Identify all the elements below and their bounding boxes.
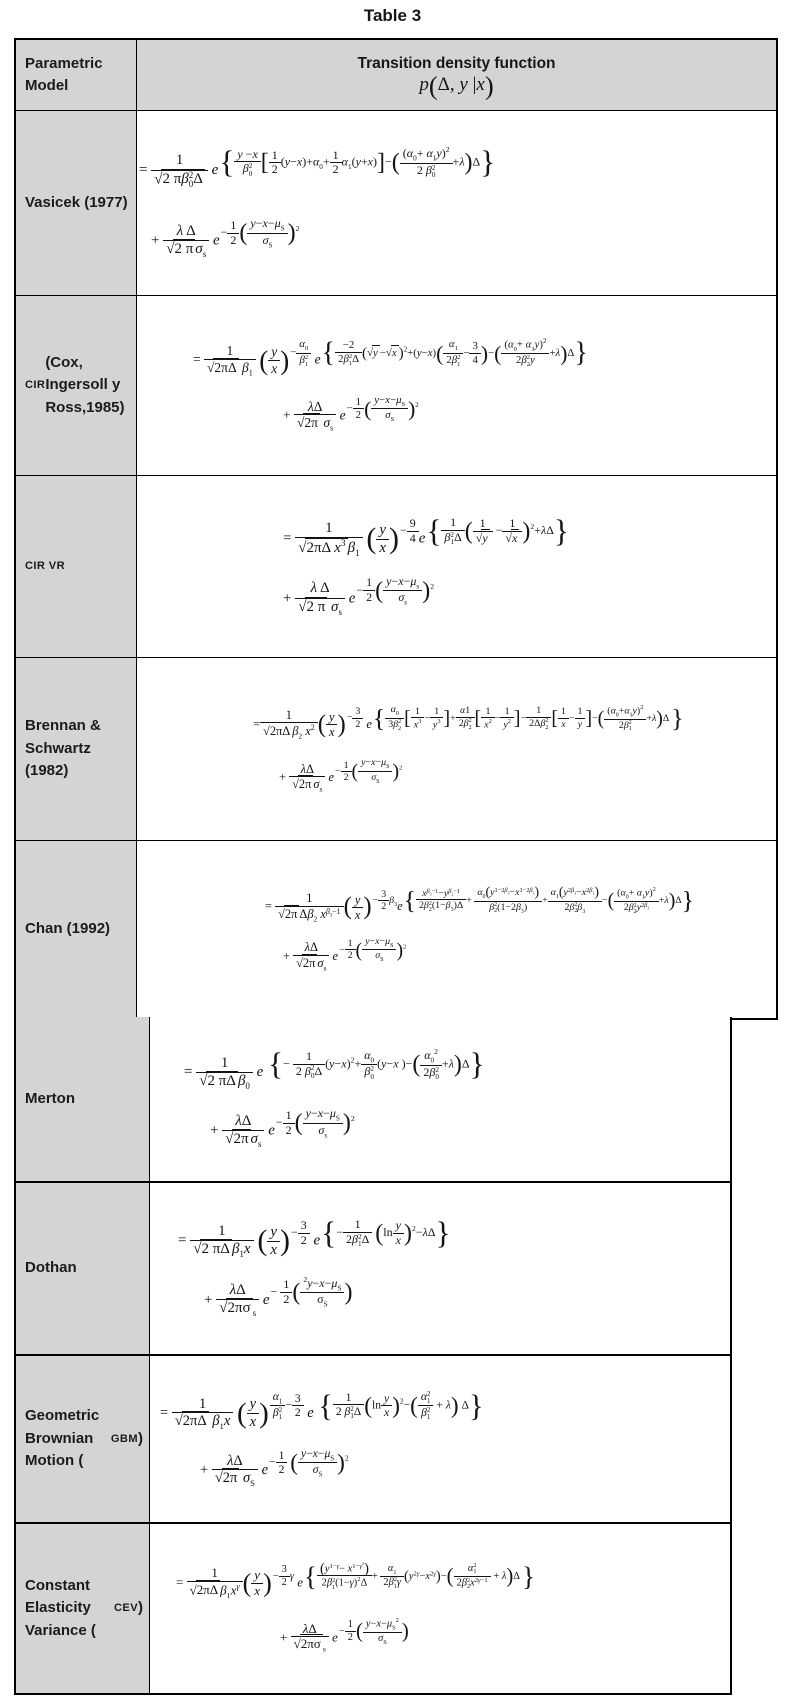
row-merton xyxy=(16,1017,730,1181)
formula-line-1: = $\frac{1}{√2\pi\Delta \beta_1}$ ( $\frac{y}{x}$ )− $\alpha_0$ β 2 1 e{ −2 2β 2 1 Δ (√y −√x )$^2$+(y−x)( $\alpha_1$ 2β 2 1 − $\frac{3}{4}$ )−( $(\alpha_0+ \alpha_1y)^2$ 2β 2 2 y +λ)Δ} xyxy=(193,337,588,378)
row-brennan-schwartz xyxy=(16,657,776,840)
model-label: Merton xyxy=(16,1017,150,1181)
model-label: Constant Elasticity Variance ( CEV ) xyxy=(16,1524,150,1693)
formula-line-2: + $\frac{\lambda\Delta}{√2\pi \sigma_s}$ e− $\frac{1}{2}$ ( $\frac{y-x-\mu_S}{\sigma_S}$ )$^2$ xyxy=(283,393,419,433)
formula-line-2: + λΔ √2πσ $_s$ e− $\frac{1}{2}$ ( $\frac{y-x-\mu_S^2}{\sigma_S}$ ) xyxy=(280,1616,409,1655)
model-label: CIR (Cox, Ingersoll y Ross,1985) xyxy=(16,296,137,475)
formula-line-1: = 1 √2π $\Delta\beta_2$ $x^{\beta_3-1}$ ( $\frac{y}{x}$ )− $\frac{3}{2}$ $\beta_3e${ $x^{\beta_3-1}-y^{\beta_2-1}$ 2β 2 2 $(1-\beta_3)\Delta$ + $\alpha_0(y^{1-2\beta_3}-x^{1-2\beta_3})$ β 2 2 $(1-2\beta_3)$ + $\alpha_1(y^{2\beta_3}-x^{2\beta_3})$ 2β 2 2 $\beta_3$ −( $(\alpha_0+ \alpha_1y)^2$ 2β 2 2 $y^{2\beta_3}$ +λ)Δ} xyxy=(265,884,695,924)
model-label: Dothan xyxy=(16,1183,150,1354)
row-cev xyxy=(16,1522,730,1693)
model-label: CIR VR xyxy=(16,476,137,657)
header-density-title: Transition density function xyxy=(357,54,556,72)
header-row xyxy=(16,40,776,110)
formula-line-2: + λ Δ √2 π $\sigma_s$ e− $\frac{1}{2}$ ( $\frac{y-x-\mu_S}{\sigma_S}$ )$^2$ xyxy=(151,216,300,260)
model-label: Geometric Brownian Motion ( GBM ) xyxy=(16,1356,150,1522)
formula-line-1: = 1 √2 πΔ $\beta_0$ e {− 1 2 β 2 0 Δ $(y-x)^2+$ $\alpha_0$ β 2 0 (y−x )−( $\alpha_0^2$ 2β 2 0 +λ)Δ} xyxy=(184,1047,485,1091)
formula-line-1: = 1 √2πΔ $\beta_1x^\gamma$ ( $\frac{y}{x}$ )− $\frac{3}{2}$ γ e{ $(y^{1-\gamma}- x^{1-\gamma^2})$ 2β 2 1 $(1-\gamma)^2\Delta$ + $\alpha_1$ 2β 2 1 γ $(y^{2\gamma}-x^{2\gamma})-$( α 2 1 2β 2 2 $x^{2\gamma-1}$ + λ)Δ } xyxy=(176,1560,535,1600)
row-dothan xyxy=(16,1181,730,1354)
header-parametric-model: Parametric Model xyxy=(16,40,137,110)
models-table-upper xyxy=(14,38,778,1020)
formula-line-1: = $\frac{1}{√2\pi\Delta x^3 \beta_1}$ ( $\frac{y}{x}$ )− $\frac{9}{4}$ e{ 1 β 2 1 Δ ( $\frac{1}{√y}$ − $\frac{1}{√x}$ )$^2$+λΔ} xyxy=(283,513,569,559)
formula-cell xyxy=(150,1356,730,1522)
formula-line-2: + $\frac{\text{λ Δ}}{√2 \pi \sigma_s}$ e− $\frac{1}{2}$ ( $\frac{y-x-\mu_s}{\sigma_s}$ )$^2$ xyxy=(283,573,435,617)
row-chan xyxy=(16,840,776,1018)
row-cir-vr xyxy=(16,475,776,657)
formula-cell xyxy=(150,1183,730,1354)
formula-cell xyxy=(137,841,776,1018)
row-gbm xyxy=(16,1354,730,1522)
header-transition-density xyxy=(137,40,776,110)
formula-cell xyxy=(137,296,776,475)
formula-cell xyxy=(137,658,776,840)
formula-line-2: + $\frac{\lambda\Delta}{√2\pi \sigma_S}$ e− $\frac{1}{2}$ ( $\frac{y-x-\mu_S}{\sigma_S}$ )$^2$ xyxy=(200,1447,349,1489)
formula-cell xyxy=(150,1524,730,1693)
formula-line-2: + λΔ √2π $\sigma_s$ e− $\frac{1}{2}$ ( $\frac{y-x-\mu_S}{\sigma_S}$ )$^2$ xyxy=(283,935,407,973)
row-cir xyxy=(16,295,776,475)
models-table-lower xyxy=(14,1017,732,1695)
formula-cell xyxy=(150,1017,730,1181)
formula-line-2: + λΔ √2πσ $_s$ e− $\frac{1}{2}$ ( $\frac{^2y-x-\mu_S}{\sigma_S}$ ) xyxy=(204,1274,353,1319)
model-label: Brennan & Schwartz (1982) xyxy=(16,658,137,840)
formula-line-2: + λΔ √2π $\sigma_s$ e− $\frac{1}{2}$ ( $\frac{y-x-\mu_S}{\sigma_S}$ )$^2$ xyxy=(279,757,403,794)
formula-cell xyxy=(137,476,776,657)
formula-line-2: + λΔ √2π $\sigma_s$ e− $\frac{1}{2}$ ( $\frac{y-x-\mu_S}{\sigma_s}$ )$^2$ xyxy=(210,1106,355,1150)
formula-line-1: = $\frac{1}{√2\pi\Delta \beta_1x}$ ( $\frac{y}{x}$ ) $\alpha_1$ β 2 1 − $\frac{3}{2}$ e { 1 2 β 2 1 Δ (ln $\frac{y}{x}$ )$^2$−( α 2 1 β 2 1 + λ) Δ} xyxy=(160,1388,484,1432)
formula-cell xyxy=(137,111,776,295)
row-vasicek xyxy=(16,110,776,295)
model-label: Chan (1992) xyxy=(16,841,137,1018)
table-title: Table 3 xyxy=(363,6,422,25)
formula-line-1: = 1 √2 πβ 2 0 Δ e{ y −x β 2 0 [ $\frac{1}{2}$ $(y-x)+\alpha_0+$ $\frac{1}{2}$ $\alpha_1(y+x)]-$( $(\alpha_0+ \alpha_1y)^2$ 2 β 2 0 +λ)Δ} xyxy=(139,144,496,189)
header-density-formula: p(Δ, y |x) xyxy=(419,70,494,101)
model-label: Vasicek (1977) xyxy=(16,111,137,295)
formula-line-1: = 1 √2 πΔ $\beta_1x$ ( $\frac{y}{x}$ )− $\frac{3}{2}$ e{− 1 2β 2 1 Δ (ln $\frac{y}{x}$ )$^2$−λΔ} xyxy=(178,1215,451,1260)
formula-line-1: = 1 √2πΔ $\beta_2$ $x^2$ ( $\frac{y}{x}$ )− $\frac{3}{2}$ e{ $\alpha_0$ 3β 2 2 [ $\frac{1}{x^3}$ − $\frac{1}{y^3}$ ]+ α1 2β 2 2 [ $\frac{1}{x^2}$ − $\frac{1}{y^2}$ ]− 1 2Δβ 2 2 [ $\frac{1}{x}$ − $\frac{1}{y}$ ]−( $(\alpha_0+\alpha_1y)^2$ 2β 2 1 +λ)Δ } xyxy=(253,703,684,741)
